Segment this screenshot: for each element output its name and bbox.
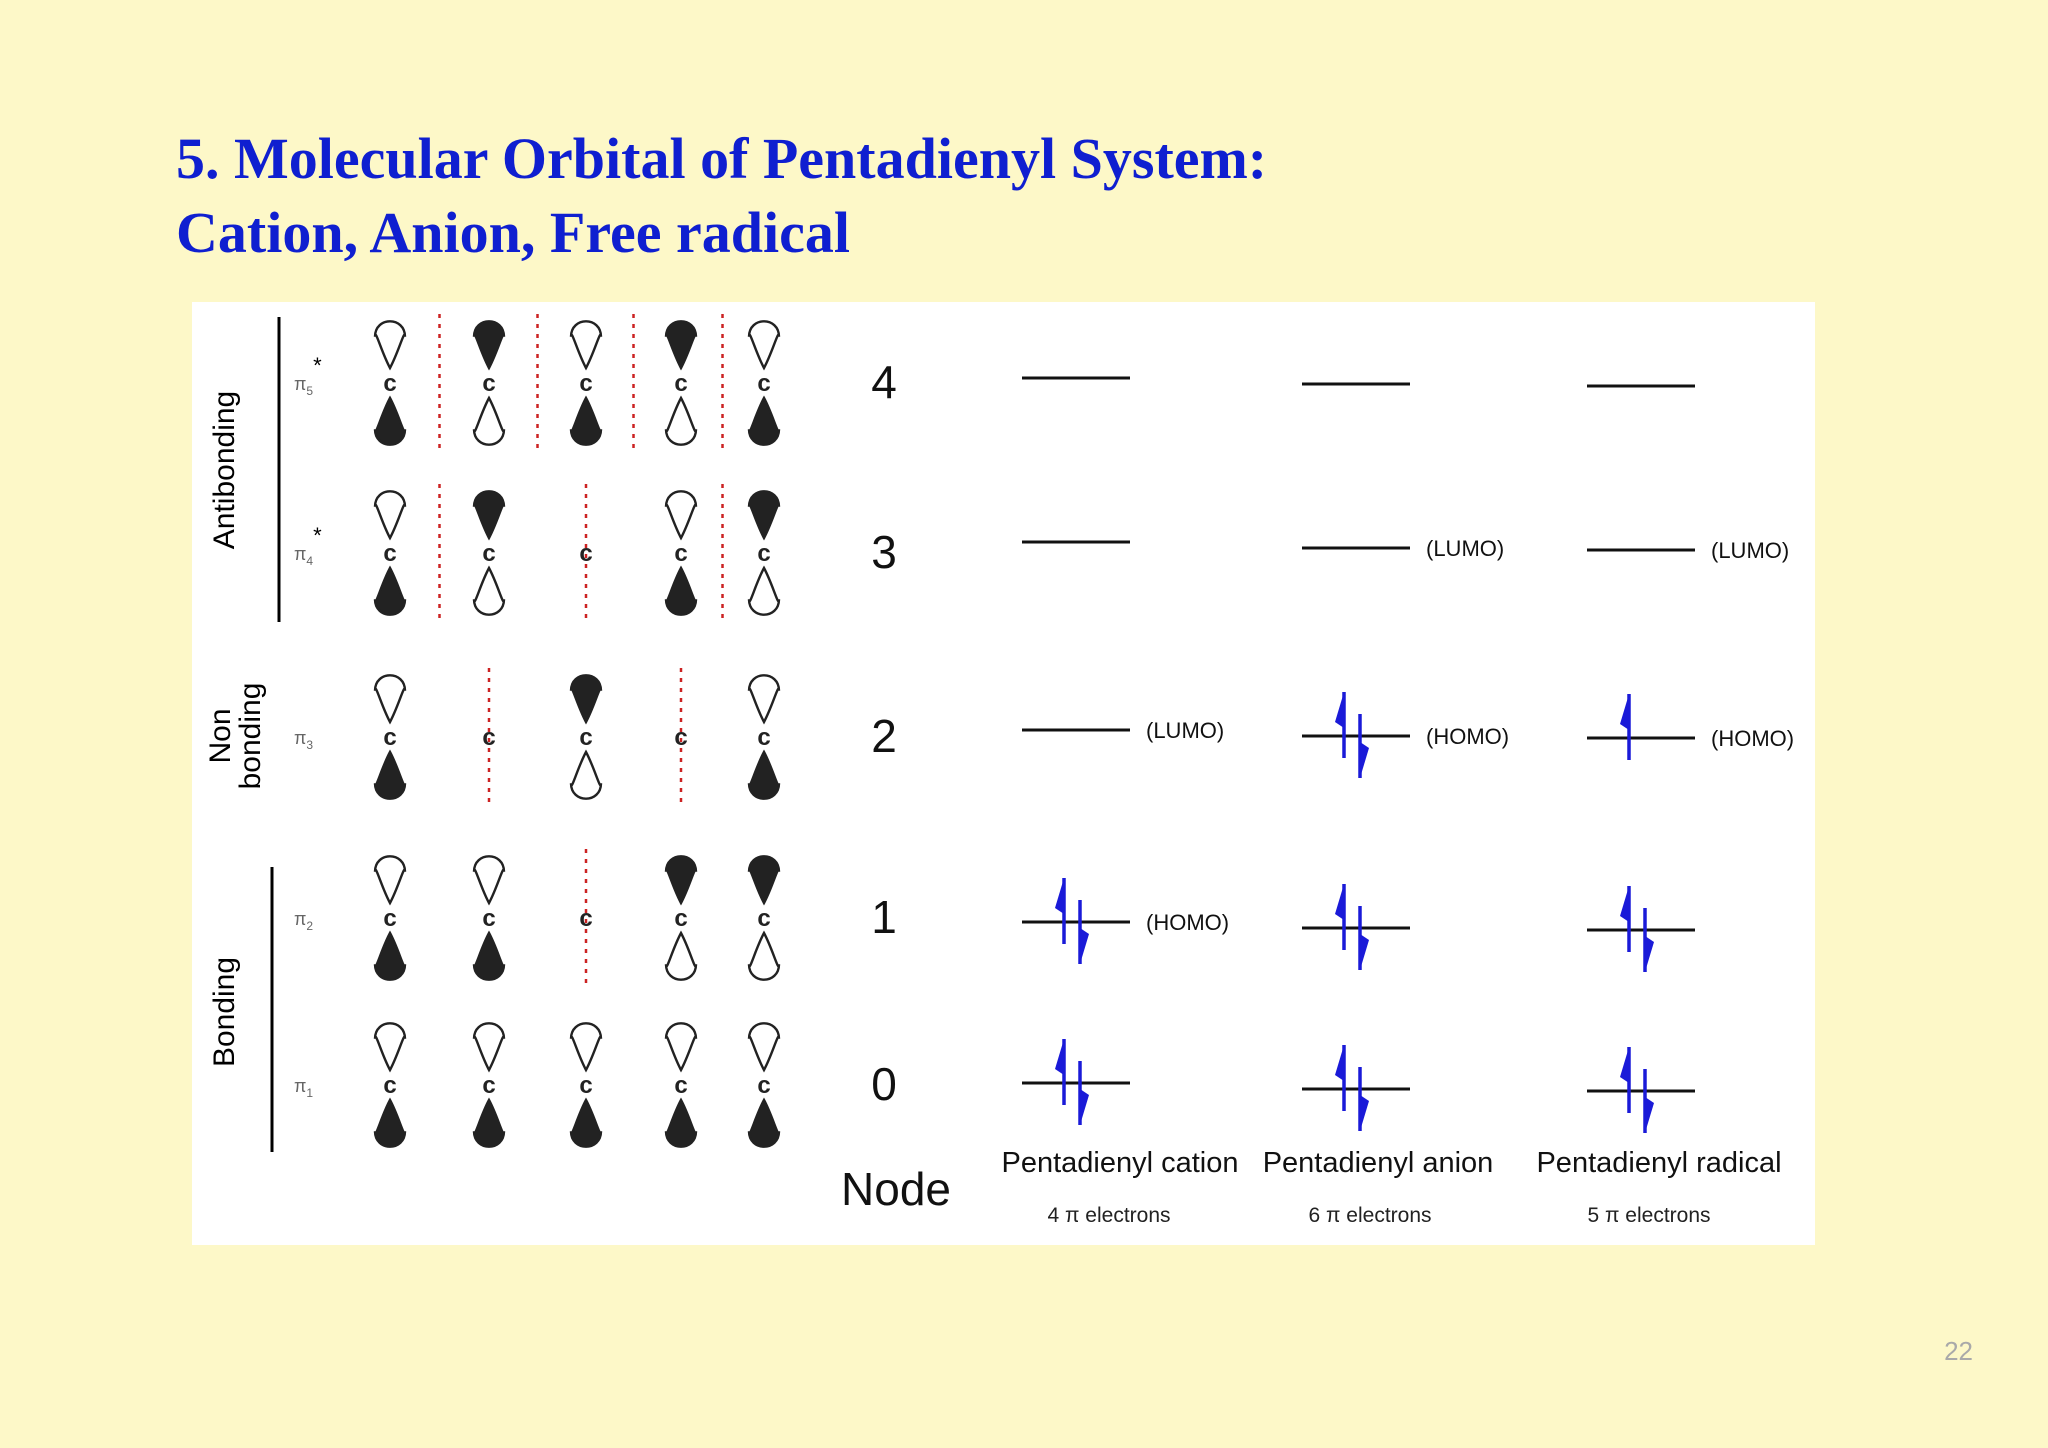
carbon-atom-1 [375, 675, 405, 798]
energy-level-3 [1022, 878, 1229, 964]
atom-label: c [383, 370, 397, 397]
atom-label: c [674, 540, 688, 567]
upper-lobe [749, 1023, 779, 1070]
energy-level-4 [1587, 1047, 1695, 1133]
atom-label: c [579, 370, 593, 397]
upper-lobe [474, 491, 504, 538]
upper-lobe [749, 491, 779, 538]
orbital-star: * [313, 523, 322, 548]
arrow-head [1080, 928, 1089, 964]
atom-label: c [383, 724, 397, 751]
atom-label: c [482, 724, 496, 751]
atom-label: c [579, 724, 593, 751]
upper-lobe [666, 856, 696, 903]
upper-lobe [666, 491, 696, 538]
species-name: Pentadienyl cation [1001, 1147, 1239, 1179]
node-column-label: Node [841, 1163, 951, 1215]
energy-level-4 [1302, 1045, 1410, 1131]
atom-label: c [674, 724, 688, 751]
orbital-tag: (HOMO) [1711, 726, 1795, 751]
upper-lobe [474, 1023, 504, 1070]
atom-label: c [383, 1072, 397, 1099]
species-column-0 [1002, 378, 1239, 1227]
orbital-tag: (HOMO) [1146, 910, 1230, 935]
species-name: Pentadienyl anion [1262, 1147, 1494, 1179]
orbital-label-pi2: $\pi_2$ [294, 909, 314, 933]
lower-lobe [474, 568, 504, 615]
carbon-atom-4 [666, 321, 696, 444]
orbital-star: * [313, 353, 322, 378]
energy-level-2 [1302, 692, 1509, 778]
orbital-label-pi4: $\pi_4*$ [294, 523, 322, 568]
atom-label: c [383, 905, 397, 932]
atom-label: c [482, 370, 496, 397]
orbital-label-pi1: $\pi_1$ [294, 1076, 314, 1100]
carbon-atom-2 [474, 321, 504, 444]
arrow-head [1620, 1047, 1629, 1083]
orbital-label-pi5: $\pi_5*$ [294, 353, 322, 398]
atom-label: c [579, 905, 593, 932]
energy-level-3 [1587, 886, 1695, 972]
carbon-atom-5 [749, 491, 779, 614]
carbon-atom-2 [474, 491, 504, 614]
atom-label: c [482, 1072, 496, 1099]
orbital-tag: (HOMO) [1426, 724, 1510, 749]
upper-lobe [474, 856, 504, 903]
species-electron-count: 6 π electrons [1308, 1204, 1432, 1227]
page-number: 22 [1944, 1336, 1973, 1366]
lower-lobe [375, 1100, 405, 1147]
atom-label: c [674, 905, 688, 932]
carbon-atom-3 [571, 675, 601, 798]
group-label-0: Antibonding [208, 390, 241, 550]
orbital-subscript: 1 [306, 1086, 314, 1100]
orbital-row-pi4 [294, 491, 897, 614]
upper-lobe [666, 321, 696, 368]
arrow-head [1645, 1097, 1654, 1133]
lower-lobe [749, 752, 779, 799]
arrow-head [1645, 936, 1654, 972]
group-label-1 [204, 683, 267, 790]
lower-lobe [666, 398, 696, 445]
mo-diagram [192, 302, 1815, 1245]
energy-level-2 [1587, 694, 1794, 760]
arrow-head [1055, 878, 1064, 914]
orbital-subscript: 4 [306, 554, 314, 568]
title-line-2: Cation, Anion, Free radical [176, 200, 850, 265]
atom-label: c [383, 540, 397, 567]
lower-lobe [375, 933, 405, 980]
upper-lobe [375, 491, 405, 538]
carbon-atom-3 [571, 321, 601, 444]
arrow-head [1620, 886, 1629, 922]
node-count-pi1: 0 [871, 1058, 897, 1110]
upper-lobe [571, 1023, 601, 1070]
orbital-subscript: 2 [306, 919, 314, 933]
atom-label: c [482, 905, 496, 932]
lower-lobe [749, 398, 779, 445]
lower-lobe [571, 398, 601, 445]
arrow-head [1620, 694, 1629, 730]
carbon-atom-5 [749, 856, 779, 979]
orbital-row-pi1 [294, 1023, 897, 1146]
atom-label: c [757, 905, 771, 932]
upper-lobe [474, 321, 504, 368]
species-electron-count: 5 π electrons [1587, 1204, 1711, 1227]
arrow-head [1335, 884, 1344, 920]
group-label-word: bonding [234, 682, 267, 790]
node-count-pi5: 4 [871, 356, 897, 408]
species-name: Pentadienyl radical [1536, 1147, 1782, 1179]
lower-lobe [375, 398, 405, 445]
upper-lobe [375, 1023, 405, 1070]
arrow-head [1335, 1045, 1344, 1081]
atom-label: c [674, 1072, 688, 1099]
upper-lobe [375, 321, 405, 368]
species-electron-count: 4 π electrons [1047, 1204, 1171, 1227]
lower-lobe [571, 752, 601, 799]
arrow-head [1055, 1039, 1064, 1075]
carbon-atom-2 [474, 856, 504, 979]
atom-label: c [579, 1072, 593, 1099]
species-column-2 [1536, 386, 1794, 1227]
lower-lobe [375, 568, 405, 615]
lower-lobe [666, 933, 696, 980]
carbon-atom-3 [571, 1023, 601, 1146]
atom-label: c [757, 1072, 771, 1099]
carbon-atom-1 [375, 1023, 405, 1146]
arrow-head [1335, 692, 1344, 728]
lower-lobe [474, 398, 504, 445]
atom-label: c [757, 724, 771, 751]
carbon-atom-5 [749, 675, 779, 798]
orbital-tag: (LUMO) [1426, 536, 1505, 561]
carbon-atom-1 [375, 491, 405, 614]
orbital-row-pi2 [294, 856, 897, 979]
lower-lobe [749, 1100, 779, 1147]
lower-lobe [571, 1100, 601, 1147]
arrow-head [1360, 1095, 1369, 1131]
carbon-atom-4 [666, 1023, 696, 1146]
lower-lobe [474, 1100, 504, 1147]
lower-lobe [666, 568, 696, 615]
arrow-head [1360, 934, 1369, 970]
group-label-2: Bonding [208, 956, 241, 1068]
atom-label: c [757, 370, 771, 397]
title-line-1: 5. Molecular Orbital of Pentadienyl System: [176, 126, 1268, 191]
upper-lobe [571, 675, 601, 722]
species-column-1 [1263, 384, 1509, 1227]
orbital-row-pi5 [294, 321, 897, 444]
orbital-row-pi3 [294, 675, 897, 798]
carbon-atom-4 [666, 491, 696, 614]
orbital-tag: (LUMO) [1146, 718, 1225, 743]
upper-lobe [749, 321, 779, 368]
arrow-head [1080, 1089, 1089, 1125]
upper-lobe [375, 856, 405, 903]
energy-level-1 [1587, 538, 1789, 563]
arrow-head [1360, 742, 1369, 778]
slide-title [176, 122, 1267, 270]
lower-lobe [666, 1100, 696, 1147]
node-count-pi4: 3 [871, 526, 897, 578]
atom-label: c [674, 370, 688, 397]
upper-lobe [666, 1023, 696, 1070]
carbon-atom-1 [375, 856, 405, 979]
lower-lobe [749, 568, 779, 615]
carbon-atom-5 [749, 1023, 779, 1146]
lower-lobe [375, 752, 405, 799]
carbon-atom-5 [749, 321, 779, 444]
orbital-label-pi3: $\pi_3$ [294, 728, 314, 752]
upper-lobe [375, 675, 405, 722]
carbon-atom-1 [375, 321, 405, 444]
node-count-pi3: 2 [871, 710, 897, 762]
energy-level-3 [1302, 884, 1410, 970]
lower-lobe [749, 933, 779, 980]
energy-level-4 [1022, 1039, 1130, 1125]
lower-lobe [474, 933, 504, 980]
orbital-tag: (LUMO) [1711, 538, 1790, 563]
upper-lobe [749, 675, 779, 722]
atom-label: c [579, 540, 593, 567]
orbital-subscript: 5 [306, 384, 314, 398]
energy-level-1 [1302, 536, 1504, 561]
group-label-word: Non [204, 708, 237, 764]
upper-lobe [571, 321, 601, 368]
orbital-subscript: 3 [306, 738, 314, 752]
mo-diagram-svg [192, 302, 1815, 1245]
atom-label: c [757, 540, 771, 567]
upper-lobe [749, 856, 779, 903]
carbon-atom-4 [666, 856, 696, 979]
energy-level-2 [1022, 718, 1224, 743]
atom-label: c [482, 540, 496, 567]
carbon-atom-2 [474, 1023, 504, 1146]
node-count-pi2: 1 [871, 891, 897, 943]
